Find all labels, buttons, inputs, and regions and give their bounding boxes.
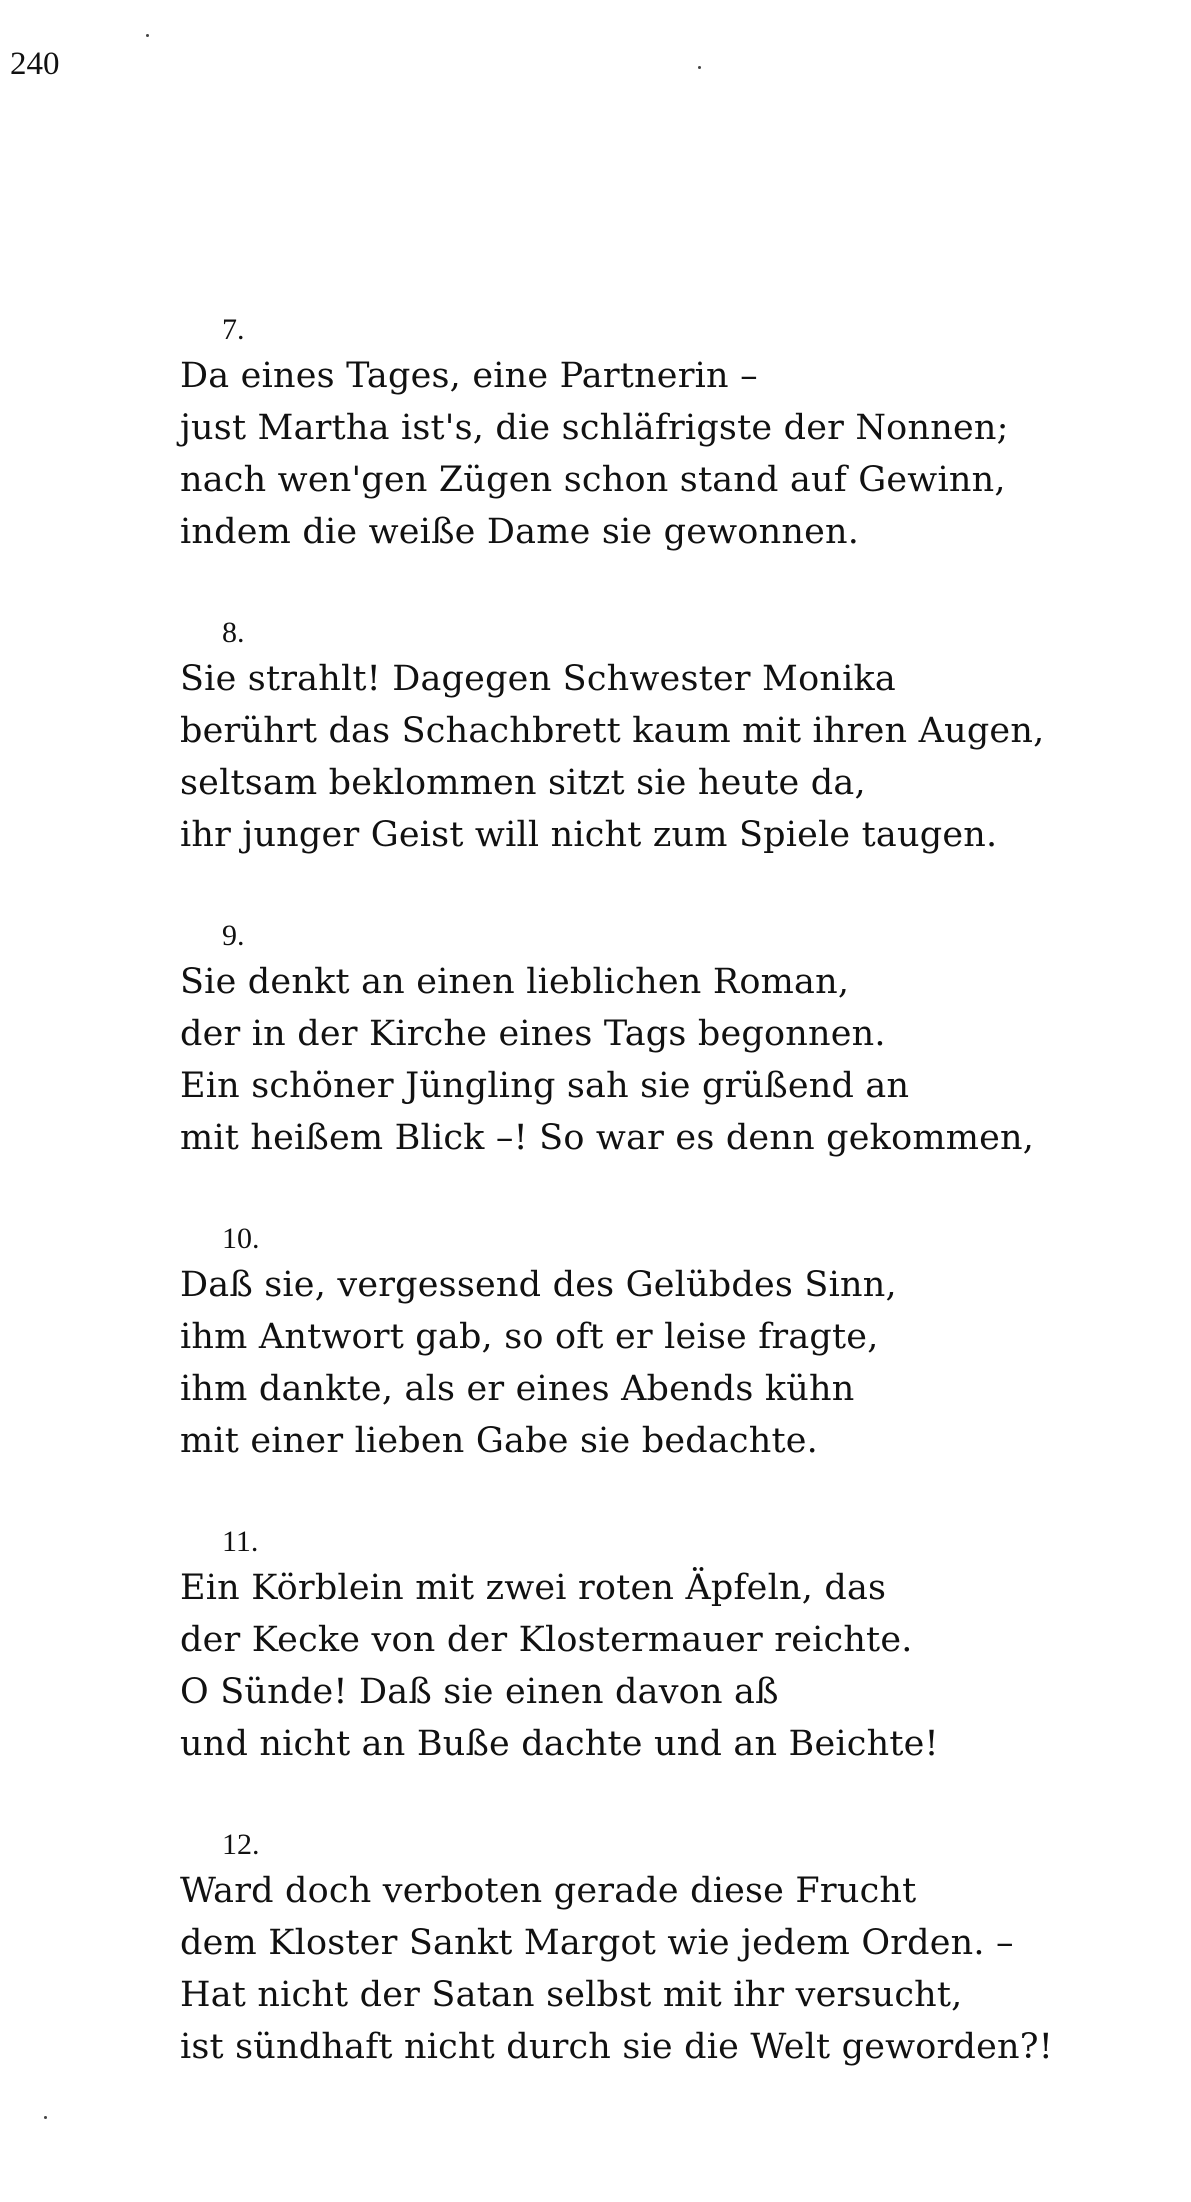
- verse-line: und nicht an Buße dachte und an Beichte!: [180, 1724, 939, 1764]
- verse-line: berührt das Schachbrett kaum mit ihren Augen,: [180, 711, 1045, 751]
- verse-line: Daß sie, vergessend des Gelübdes Sinn,: [180, 1265, 897, 1305]
- verse-line: der in der Kirche eines Tags begonnen.: [180, 1014, 886, 1054]
- verse-line: Da eines Tages, eine Partnerin –: [180, 356, 758, 396]
- stanza-number: 10.: [222, 1222, 260, 1255]
- verse-line: dem Kloster Sankt Margot wie jedem Orden. –: [180, 1923, 1014, 1963]
- verse-line: just Martha ist's, die schläfrigste der Nonnen;: [180, 408, 1009, 448]
- verse-line: Sie denkt an einen lieblichen Roman,: [180, 962, 850, 1002]
- verse-line: der Kecke von der Klostermauer reichte.: [180, 1620, 913, 1660]
- page-number: 240: [10, 46, 60, 82]
- verse-line: Ein Körblein mit zwei roten Äpfeln, das: [180, 1568, 887, 1608]
- stanza-number: 8.: [222, 616, 245, 649]
- verse-line: seltsam beklommen sitzt sie heute da,: [180, 763, 866, 803]
- verse-line: Ward doch verboten gerade diese Frucht: [180, 1871, 917, 1911]
- stanza-number: 9.: [222, 919, 245, 952]
- verse-line: Hat nicht der Satan selbst mit ihr versucht,: [180, 1975, 963, 2015]
- verse-line: mit einer lieben Gabe sie bedachte.: [180, 1421, 818, 1461]
- verse-line: Ein schöner Jüngling sah sie grüßend an: [180, 1066, 910, 1106]
- verse-line: nach wen'gen Zügen schon stand auf Gewinn,: [180, 460, 1006, 500]
- verse-line: ist sündhaft nicht durch sie die Welt geworden?!: [180, 2027, 1053, 2067]
- verse-line: ihm dankte, als er eines Abends kühn: [180, 1369, 855, 1409]
- stanza-number: 11.: [222, 1525, 259, 1558]
- verse-line: Sie strahlt! Dagegen Schwester Monika: [180, 659, 896, 699]
- verse-line: indem die weiße Dame sie gewonnen.: [180, 512, 860, 552]
- scan-speck: [44, 2116, 47, 2119]
- scan-speck: [698, 66, 701, 69]
- stanza-number: 12.: [222, 1828, 260, 1861]
- scan-speck: [146, 34, 149, 37]
- stanza-number: 7.: [222, 313, 245, 346]
- verse-line: O Sünde! Daß sie einen davon aß: [180, 1672, 779, 1712]
- verse-line: ihr junger Geist will nicht zum Spiele taugen.: [180, 815, 998, 855]
- verse-line: mit heißem Blick –! So war es denn gekommen,: [180, 1118, 1035, 1158]
- verse-line: ihm Antwort gab, so oft er leise fragte,: [180, 1317, 879, 1357]
